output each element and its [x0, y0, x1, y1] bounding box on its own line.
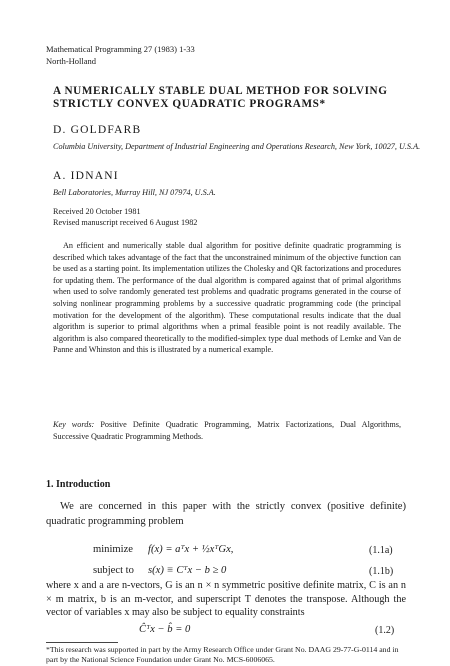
journal-citation: Mathematical Programming 27 (1983) 1-33 [46, 44, 195, 54]
footnote-rule [46, 642, 118, 643]
equation-minimize-expr: f(x) = aᵀx + ½xᵀGx, [148, 544, 234, 555]
keywords-label: Key words: [53, 420, 95, 429]
author-name-2: A. IDNANI [53, 170, 119, 182]
intro-paragraph [46, 499, 406, 529]
keywords-text: Positive Definite Quadratic Programming, Matrix Factorizations, Dual Algorithms, Successive Quadratic Programming Methods. [53, 420, 402, 441]
equation-subject-label: subject to [93, 565, 134, 576]
paper-title-line-2: STRICTLY CONVEX QUADRATIC PROGRAMS* [53, 98, 326, 110]
author-name-1: D. GOLDFARB [53, 124, 142, 136]
author-affiliation-2: Bell Laboratories, Murray Hill, NJ 07974, U.S.A. [53, 188, 216, 197]
publisher-name: North-Holland [46, 56, 97, 66]
equation-number-1-1b: (1.1b) [369, 566, 394, 577]
revised-date: Revised manuscript received 6 August 1982 [53, 218, 198, 227]
intro-text: We are concerned in this paper with the strictly convex (positive definite) quadratic programming problem [46, 501, 406, 527]
keywords [53, 419, 401, 442]
equation-minimize-label: minimize [93, 544, 134, 555]
section-number: 1. [46, 479, 54, 490]
abstract [53, 240, 401, 356]
abstract-text: An efficient and numerically stable dual algorithm for positive definite quadratic programming is described which takes advantage of the fact that the unconstrained minimum of the objective function can be used as a starting point. Its implementation utilizes the Cholesky and QR factorizations and procedures for updating them. The performance of the dual algorithm is compared against that of primal algorithms when used to solve randomly generated test problems and quadratic programs generated in the course of solving nonlinear programming problems by a successive quadratic programming code (the principal motivation for the development of the algorithm). These computational results indicate that the dual algorithm is superior to primal algorithms when a primal feasible point is not readily available. The algorithm is also compared theoretically to the modified-simplex type dual methods of Lemke and Van de Panne and Whinston and this is illustrated by a numerical example. [53, 241, 401, 355]
received-date: Received 20 October 1981 [53, 207, 141, 216]
equation-subject-expr: s(x) ≡ Cᵀx − b ≥ 0 [148, 565, 227, 576]
section-heading [46, 479, 110, 490]
equation-number-1-2: (1.2) [375, 625, 395, 636]
footnote: *This research was supported in part by the Army Research Office under Grant No. DAAG 29-77-G-0114 and in part by the National Science Foundation under Grant No. MCS-6006065. [46, 645, 399, 664]
after-equation-paragraph [46, 579, 406, 620]
paper-title-line-1: A NUMERICALLY STABLE DUAL METHOD FOR SOLVING [53, 85, 388, 97]
section-title: Introduction [56, 479, 111, 490]
equation-equality-expr: Ĉᵀx − b̂ = 0 [139, 624, 191, 635]
author-affiliation-1: Columbia University, Department of Industrial Engineering and Operations Research, New York, 10027, U.S.A. [53, 142, 421, 151]
after-equation-text: where x and a are n-vectors, G is an n × n symmetric positive definite matrix, C is an n × m matrix, b is an m-vector, and superscript T denotes the transpose. Although the vector of variables x may also be subject to equality constraints [46, 580, 406, 618]
equation-number-1-1a: (1.1a) [369, 545, 393, 556]
